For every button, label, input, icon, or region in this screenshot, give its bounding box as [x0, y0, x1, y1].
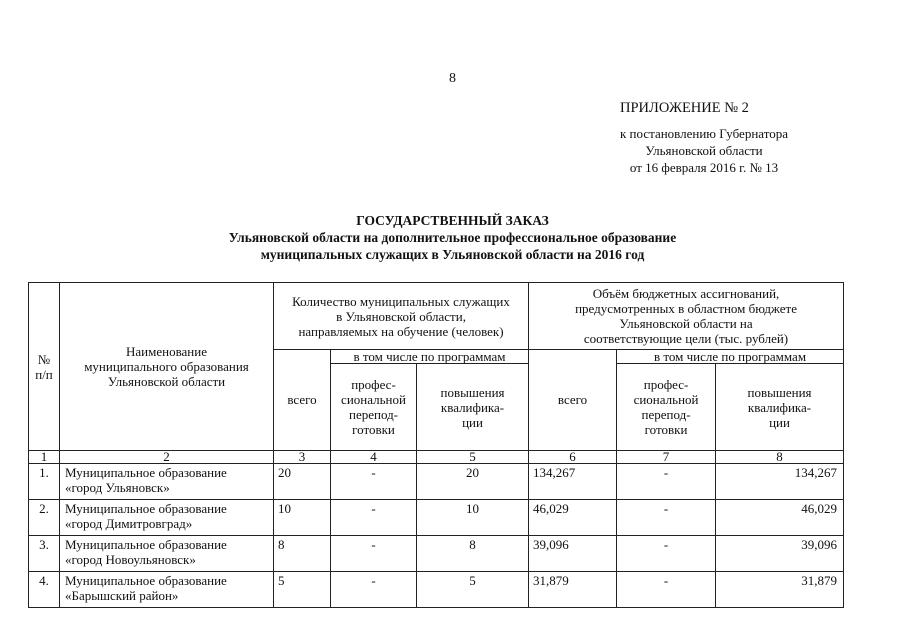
header-total-budget: всего: [529, 350, 617, 451]
header-qualification-count: повышения квалифика- ции: [417, 364, 529, 451]
budget-qualification: 31,879: [716, 572, 844, 608]
column-number: 5: [417, 451, 529, 464]
row-number: 2.: [29, 500, 60, 536]
header-retraining-budget: профес- сиональной перепод- готовки: [617, 364, 716, 451]
document-title: [0, 212, 905, 263]
municipality-name: Муниципальное образование «город Димитровград»: [60, 500, 274, 536]
column-number: 8: [716, 451, 844, 464]
budget-total: 39,096: [529, 536, 617, 572]
count-qualification: 10: [417, 500, 529, 536]
budget-qualification: 46,029: [716, 500, 844, 536]
count-total: 10: [274, 500, 331, 536]
table-row: [29, 572, 844, 608]
budget-qualification: 39,096: [716, 536, 844, 572]
table-row: [29, 500, 844, 536]
decree-line-2: Ульяновской области: [645, 143, 763, 158]
count-retraining: -: [331, 500, 417, 536]
page-number: 8: [449, 71, 456, 86]
header-num: № п/п: [29, 283, 60, 451]
budget-total: 46,029: [529, 500, 617, 536]
title-line-2: Ульяновской области на дополнительное профессиональное образование: [228, 230, 677, 245]
count-retraining: -: [331, 572, 417, 608]
column-number: 3: [274, 451, 331, 464]
budget-total: 31,879: [529, 572, 617, 608]
budget-retraining: -: [617, 500, 716, 536]
table-row: [29, 536, 844, 572]
column-number: 1: [29, 451, 60, 464]
count-total: 8: [274, 536, 331, 572]
budget-total: 134,267: [529, 464, 617, 500]
row-number: 4.: [29, 572, 60, 608]
header-name: Наименование муниципального образования Ульяновской области: [60, 283, 274, 451]
municipality-name: Муниципальное образование «город Ульяновск»: [60, 464, 274, 500]
header-programs-budget: в том числе по программам: [617, 350, 844, 364]
column-number: 6: [529, 451, 617, 464]
count-retraining: -: [331, 536, 417, 572]
count-qualification: 8: [417, 536, 529, 572]
header-retraining-count: профес- сиональной перепод- готовки: [331, 364, 417, 451]
column-number: 4: [331, 451, 417, 464]
budget-qualification: 134,267: [716, 464, 844, 500]
row-number: 1.: [29, 464, 60, 500]
column-number: 7: [617, 451, 716, 464]
table-row: [29, 464, 844, 500]
count-retraining: -: [331, 464, 417, 500]
state-order-table: [28, 282, 844, 608]
count-qualification: 20: [417, 464, 529, 500]
header-row-1: [29, 283, 844, 350]
municipality-name: Муниципальное образование «город Новоульяновск»: [60, 536, 274, 572]
column-number-row: [29, 451, 844, 464]
decree-line-1: к постановлению Губернатора: [619, 126, 789, 141]
budget-retraining: -: [617, 572, 716, 608]
column-number: 2: [60, 451, 274, 464]
header-programs-count: в том числе по программам: [331, 350, 529, 364]
count-total: 20: [274, 464, 331, 500]
budget-retraining: -: [617, 464, 716, 500]
header-budget-group: Объём бюджетных ассигнований, предусмотренных в областном бюджете Ульяновской области на соответствующие цели (тыс. рублей): [529, 283, 844, 350]
count-total: 5: [274, 572, 331, 608]
header-count-group: Количество муниципальных служащих в Ульяновской области, направляемых на обучение (человек): [274, 283, 529, 350]
count-qualification: 5: [417, 572, 529, 608]
title-line-1: ГОСУДАРСТВЕННЫЙ ЗАКАЗ: [356, 213, 549, 228]
municipality-name: Муниципальное образование «Барышский район»: [60, 572, 274, 608]
decree-reference: [560, 125, 848, 176]
row-number: 3.: [29, 536, 60, 572]
header-total-count: всего: [274, 350, 331, 451]
decree-line-3: от 16 февраля 2016 г. № 13: [629, 160, 779, 175]
budget-retraining: -: [617, 536, 716, 572]
header-qualification-budget: повышения квалифика- ции: [716, 364, 844, 451]
appendix-title: ПРИЛОЖЕНИЕ № 2: [620, 100, 749, 116]
title-line-3: муниципальных служащих в Ульяновской области на 2016 год: [260, 247, 645, 262]
